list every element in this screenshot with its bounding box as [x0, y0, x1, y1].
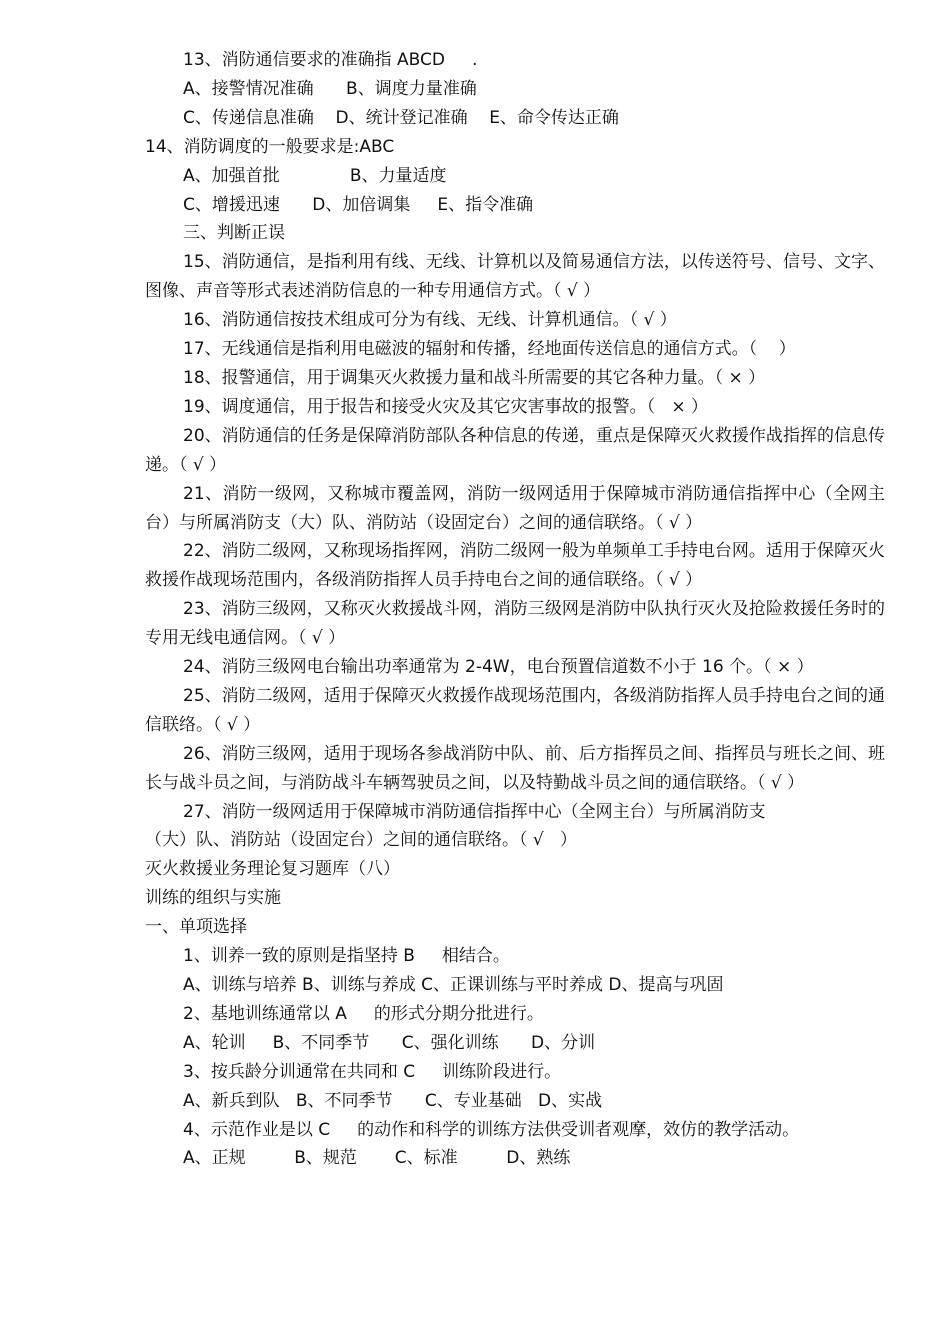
statement-20: 20、消防通信的任务是保障消防部队各种信息的传递，重点是保障灭火救援作战指挥的信息传递。（ √ ）	[145, 425, 885, 475]
statement-19: 19、调度通信，用于报告和接受火灾及其它灾害事故的报警。（ × ）	[183, 396, 708, 417]
statement-25: 25、消防二级网，适用于保障灭火救援作战现场范围内，各级消防指挥人员手持电台之间的通信联络。（ √ ）	[145, 685, 885, 735]
statement-15: 15、消防通信，是指利用有线、无线、计算机以及简易通信方法，以传送符号、信号、文字、图像、声音等形式表述消防信息的一种专用通信方式。（ √ ）	[145, 252, 885, 302]
choice-question-1: 1、训养一致的原则是指坚持 B 相结合。	[183, 946, 510, 967]
document-page	[145, 46, 885, 1173]
section-heading-single-choice: 一、单项选择	[145, 917, 247, 938]
choice-question-4: 4、示范作业是以 C 的动作和科学的训练方法供受训者观摩，效仿的教学活动。	[183, 1119, 800, 1140]
question-14-options-ab: A、加强首批 B、力量适度	[183, 165, 447, 186]
statement-24: 24、消防三级网电台输出功率通常为 2-4W，电台预置信道数不小于 16 个。（ × ）	[183, 657, 814, 678]
statement-18: 18、报警通信，用于调集灭火救援力量和战斗所需要的其它各种力量。（ × ）	[183, 367, 766, 388]
question-13-options-ab: A、接警情况准确 B、调度力量准确	[183, 78, 477, 99]
statement-27-line-1: 27、消防一级网适用于保障城市消防通信指挥中心（全网主台）与所属消防支	[183, 801, 766, 822]
section-heading-true-false: 三、判断正误	[183, 223, 285, 244]
statement-26: 26、消防三级网，适用于现场各参战消防中队、前、后方指挥员之间、指挥员与班长之间、班长与战斗员之间，与消防战斗车辆驾驶员之间，以及特勤战斗员之间的通信联络。（ √ ）	[145, 743, 885, 793]
question-14: 14、消防调度的一般要求是:ABC	[145, 136, 395, 157]
statement-21: 21、消防一级网，又称城市覆盖网，消防一级网适用于保障城市消防通信指挥中心（全网主台）与所属消防支（大）队、消防站（设固定台）之间的通信联络。（ √ ）	[145, 483, 885, 533]
question-13-options-cde: C、传递信息准确 D、统计登记准确 E、命令传达正确	[183, 107, 619, 128]
question-13: 13、消防通信要求的准确指 ABCD .	[183, 50, 478, 70]
choice-question-3-options: A、新兵到队 B、不同季节 C、专业基础 D、实战	[183, 1090, 603, 1111]
choice-question-3: 3、按兵龄分训通常在共同和 C 训练阶段进行。	[183, 1061, 562, 1082]
statement-17: 17、无线通信是指利用电磁波的辐射和传播，经地面传送信息的通信方式。（ ）	[183, 339, 796, 360]
statement-23: 23、消防三级网，又称灭火救援战斗网，消防三级网是消防中队执行灭火及抢险救援任务时的专用无线电通信网。（ √ ）	[145, 599, 885, 649]
chapter-subtitle: 训练的组织与实施	[145, 888, 281, 909]
choice-question-2-options: A、轮训 B、不同季节 C、强化训练 D、分训	[183, 1032, 596, 1053]
choice-question-4-options: A、正规 B、规范 C、标准 D、熟练	[183, 1148, 571, 1169]
choice-question-2: 2、基地训练通常以 A 的形式分期分批进行。	[183, 1003, 544, 1024]
chapter-title: 灭火救援业务理论复习题库（八）	[145, 859, 400, 880]
statement-22: 22、消防二级网，又称现场指挥网，消防二级网一般为单频单工手持电台网。适用于保障灭火救援作战现场范围内，各级消防指挥人员手持电台之间的通信联络。（ √ ）	[145, 541, 885, 591]
question-14-options-cde: C、增援迅速 D、加倍调集 E、指令准确	[183, 194, 534, 215]
statement-27-line-2: （大）队、消防站（设固定台）之间的通信联络。（ √ ）	[145, 830, 577, 851]
statement-16: 16、消防通信按技术组成可分为有线、无线、计算机通信。（ √ ）	[183, 310, 677, 331]
choice-question-1-options: A、训练与培养 B、训练与养成 C、正课训练与平时养成 D、提高与巩固	[183, 975, 724, 995]
